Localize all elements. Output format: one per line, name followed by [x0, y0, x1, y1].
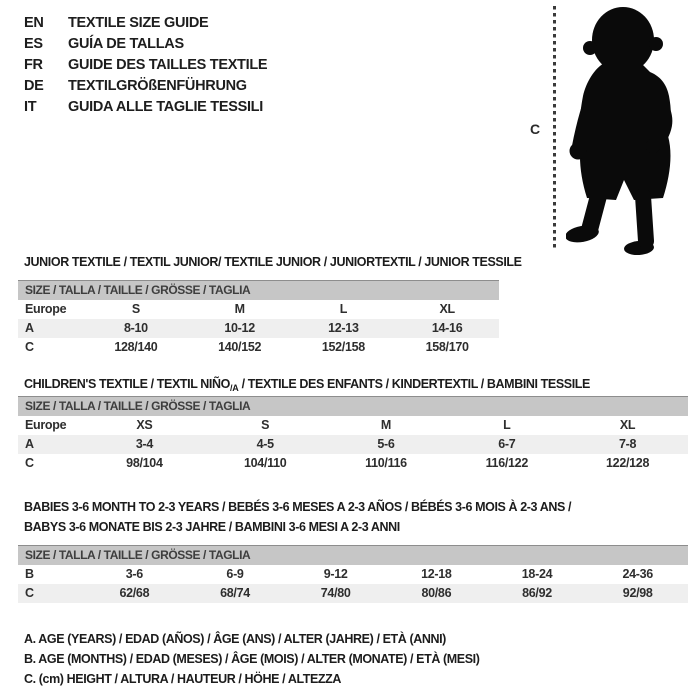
language-label: TEXTILGRÖßENFÜHRUNG — [68, 78, 247, 94]
language-code: DE — [24, 78, 44, 94]
babies-title-line2: BABYS 3-6 MONATE BIS 2-3 JAHRE / BAMBINI 3-6 MESI A 2-3 ANNI — [24, 520, 400, 534]
language-code: FR — [24, 57, 43, 73]
size-cell: XL — [619, 418, 636, 432]
table-row-europe — [18, 300, 499, 319]
size-cell: 8-10 — [123, 321, 148, 335]
size-header-bar: SIZE / TALLA / TAILLE / GRÖSSE / TAGLIA — [18, 545, 688, 565]
size-cell: 158/170 — [425, 340, 469, 354]
legend-notes — [24, 629, 480, 689]
language-row-de — [24, 76, 267, 97]
size-cell: 14-16 — [431, 321, 463, 335]
note-line-c: C. (cm) HEIGHT / ALTURA / HAUTEUR / HÖHE / ALTEZZA — [24, 672, 342, 686]
size-table-junior — [18, 280, 499, 357]
height-measure-dashed-line — [553, 6, 556, 250]
children-title-subscript: /A — [229, 382, 239, 393]
size-cell: 3-4 — [135, 437, 153, 451]
size-cell: 110/116 — [365, 456, 407, 470]
row-label: C — [25, 456, 34, 470]
size-cell: 68/74 — [220, 586, 250, 600]
language-label: GUIDE DES TAILLES TEXTILE — [68, 57, 268, 73]
row-label: Europe — [25, 418, 67, 432]
size-cell: 152/158 — [321, 340, 365, 354]
row-label: B — [25, 567, 34, 581]
row-label: A — [25, 321, 34, 335]
language-row-it — [24, 97, 267, 118]
size-cell: 6-7 — [498, 437, 516, 451]
size-cell: L — [339, 302, 348, 316]
size-cell: 24-36 — [622, 567, 653, 581]
section-title-junior: JUNIOR TEXTILE / TEXTIL JUNIOR/ TEXTILE JUNIOR / JUNIORTEXTIL / JUNIOR TESSILE — [24, 255, 522, 269]
size-cell: 3-6 — [125, 567, 143, 581]
language-row-es — [24, 34, 267, 55]
section-title-children — [24, 374, 590, 395]
size-table-children — [18, 396, 688, 473]
size-cell: 62/68 — [119, 586, 150, 600]
measure-label-c: C — [530, 121, 541, 137]
size-cell: 7-8 — [619, 437, 637, 451]
babies-title-line1: BABIES 3-6 MONTH TO 2-3 YEARS / BEBÉS 3-6 MESES A 2-3 AÑOS / BÉBÉS 3-6 MOIS À 2-3 ANS / — [24, 500, 572, 514]
size-cell: 12-18 — [421, 567, 452, 581]
language-code: EN — [24, 15, 44, 31]
row-label: C — [25, 586, 34, 600]
size-cell: 140/152 — [218, 340, 262, 354]
size-cell: 116/122 — [485, 456, 528, 470]
size-cell: 104/110 — [243, 456, 287, 470]
size-cell: 18-24 — [521, 567, 553, 581]
row-label: A — [25, 437, 34, 451]
size-cell: 86/92 — [522, 586, 552, 600]
size-cell: S — [261, 418, 270, 432]
size-cell: 12-13 — [328, 321, 359, 335]
size-cell: L — [503, 418, 511, 432]
size-header-bar: SIZE / TALLA / TAILLE / GRÖSSE / TAGLIA — [18, 396, 688, 416]
size-table-babies — [18, 545, 688, 603]
language-label: GUÍA DE TALLAS — [68, 36, 184, 52]
language-label: TEXTILE SIZE GUIDE — [68, 15, 209, 31]
size-cell: 98/104 — [126, 456, 163, 470]
row-label: C — [25, 340, 34, 354]
size-cell: M — [380, 418, 392, 432]
size-cell: 92/98 — [622, 586, 653, 600]
note-line-a: A. AGE (YEARS) / EDAD (AÑOS) / ÂGE (ANS) / ALTER (JAHRE) / ETÀ (ANNI) — [24, 632, 446, 646]
size-cell: XL — [439, 302, 455, 316]
table-row-age — [18, 319, 499, 338]
size-cell: 122/128 — [606, 456, 650, 470]
size-header-bar: SIZE / TALLA / TAILLE / GRÖSSE / TAGLIA — [18, 280, 499, 300]
size-cell: 74/80 — [320, 586, 351, 600]
table-row-height — [18, 338, 499, 357]
table-row-months — [18, 565, 688, 584]
table-row-height — [18, 584, 688, 603]
section-title-babies — [24, 497, 571, 537]
children-title-post: / TEXTILE DES ENFANTS / KINDERTEXTIL / BAMBINI TESSILE — [238, 377, 590, 391]
size-cell: M — [234, 302, 245, 316]
table-row-height — [18, 454, 688, 473]
size-cell: 6-9 — [226, 567, 244, 581]
language-row-en — [24, 13, 267, 34]
language-code: IT — [24, 99, 37, 115]
row-label: Europe — [25, 302, 67, 316]
table-row-age — [18, 435, 688, 454]
size-cell: 128/140 — [114, 340, 158, 354]
language-label: GUIDA ALLE TAGLIE TESSILI — [68, 99, 263, 115]
language-code: ES — [24, 36, 43, 52]
toddler-silhouette-icon — [566, 4, 698, 258]
note-line-b: B. AGE (MONTHS) / EDAD (MESES) / ÂGE (MOIS) / ALTER (MONATE) / ETÀ (MESI) — [24, 652, 480, 666]
size-cell: 4-5 — [256, 437, 274, 451]
size-cell: 9-12 — [323, 567, 348, 581]
language-list — [24, 13, 267, 118]
size-cell: 10-12 — [224, 321, 255, 335]
size-cell: 5-6 — [377, 437, 395, 451]
children-title-pre: CHILDREN'S TEXTILE / TEXTIL NIÑO — [24, 377, 230, 391]
size-cell: 80/86 — [421, 586, 452, 600]
language-row-fr — [24, 55, 267, 76]
size-cell: XS — [136, 418, 153, 432]
table-row-europe — [18, 416, 688, 435]
size-cell: S — [131, 302, 140, 316]
